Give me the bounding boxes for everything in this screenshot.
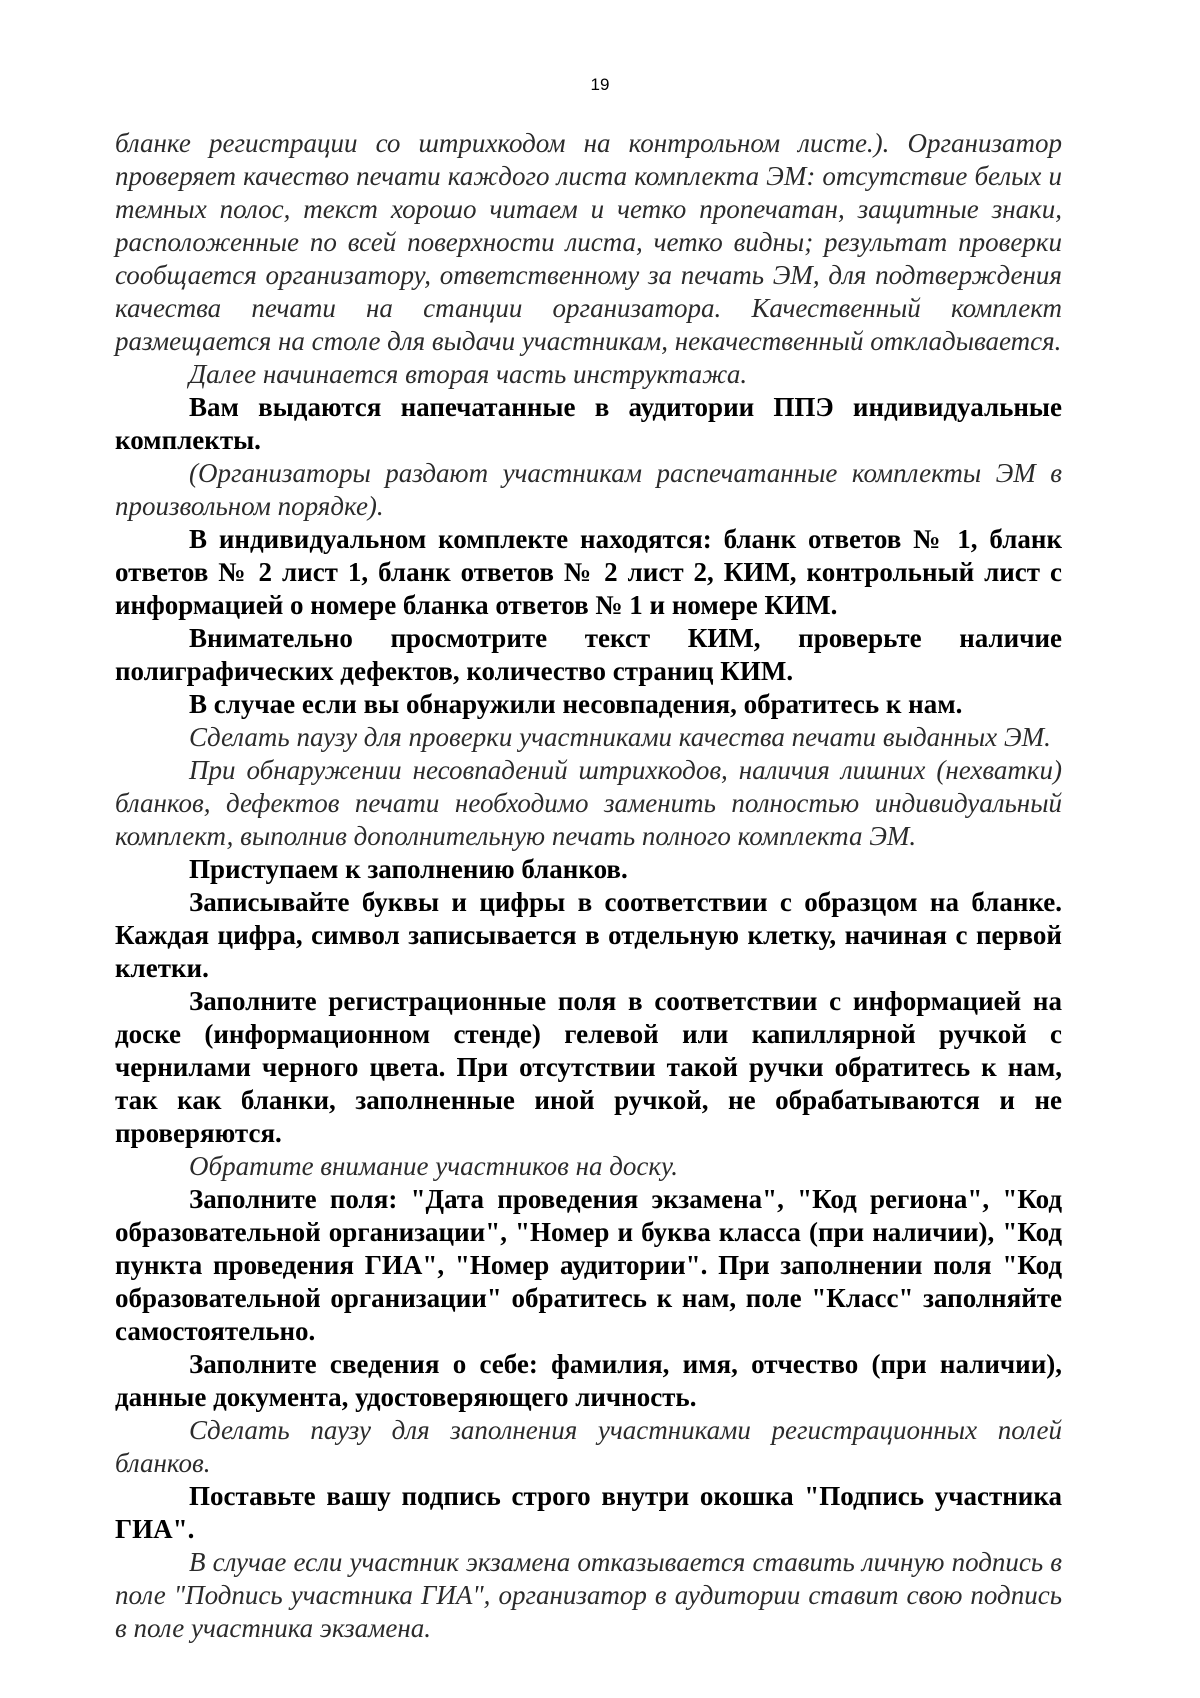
paragraph-signature-refusal: В случае если участник экзамена отказывается ставить личную подпись в поле "Подпись участника ГИА", организатор в аудитории ставит свою подпись в поле участника экзамена. [115, 1547, 1062, 1643]
paragraph-fill-fields: Заполните поля: "Дата проведения экзамена", "Код региона", "Код образовательной организации", "Номер и буква класса (при наличии), "Код пункта проведения ГИА", "Номер аудитории". При заполнении поля "Код образовательной организации" обратитесь к нам, поле "Класс" заполняйте самостоятельно. [115, 1184, 1062, 1346]
paragraph-kits-issued: Вам выдаются напечатанные в аудитории ППЭ индивидуальные комплекты. [115, 392, 1062, 455]
paragraph-kit-contents: В индивидуальном комплекте находятся: бланк ответов № 1, бланк ответов № 2 лист 1, бланк ответов № 2 лист 2, КИМ, контрольный лист с информацией о номере бланка ответов № 1 и номере КИМ. [115, 524, 1062, 620]
paragraph-write-characters: Записывайте буквы и цифры в соответствии с образцом на бланке. Каждая цифра, символ записывается в отдельную клетку, начиная с первой клетки. [115, 887, 1062, 983]
paragraph-pause-check: Сделать паузу для проверки участниками качества печати выданных ЭМ. [189, 722, 1051, 752]
paragraph-replace-kit: При обнаружении несовпадений штрихкодов, наличия лишних (нехватки) бланков, дефектов печати необходимо заменить полностью индивидуальный комплект, выполнив дополнительную печать полного комплекта ЭМ. [115, 755, 1062, 851]
paragraph-mismatch: В случае если вы обнаружили несовпадения, обратитесь к нам. [189, 689, 963, 719]
paragraph-signature: Поставьте вашу подпись строго внутри окошка "Подпись участника ГИА". [115, 1481, 1062, 1544]
page-number: 19 [590, 75, 610, 94]
paragraph-board-note: Обратите внимание участников на доску. [189, 1151, 679, 1181]
paragraph-personal-info: Заполните сведения о себе: фамилия, имя, отчество (при наличии), данные документа, удостоверяющего личность. [115, 1349, 1062, 1412]
paragraph-start-filling: Приступаем к заполнению бланков. [189, 854, 628, 884]
paragraph-second-part: Далее начинается вторая часть инструктажа. [189, 359, 748, 389]
paragraph-check-kim: Внимательно просмотрите текст КИМ, проверьте наличие полиграфических дефектов, количество страниц КИМ. [115, 623, 1062, 686]
document-body [115, 127, 1062, 1645]
paragraph-pause-fill: Сделать паузу для заполнения участниками регистрационных полей бланков. [115, 1415, 1062, 1478]
paragraph-registration-fields: Заполните регистрационные поля в соответствии с информацией на доске (информационном стенде) гелевой или капиллярной ручкой с чернилами черного цвета. При отсутствии такой ручки обратитесь к нам, так как бланки, заполненные иной ручкой, не обрабатываются и не проверяются. [115, 986, 1062, 1148]
paragraph-print-check: бланке регистрации со штрихкодом на контрольном листе.). Организатор проверяет качество печати каждого листа комплекта ЭМ: отсутствие белых и темных полос, текст хорошо читаем и четко пропечатан, защитные знаки, расположенные по всей поверхности листа, четко видны; результат проверки сообщается организатору, ответственному за печать ЭМ, для подтверждения качества печати на станции организатора. Качественный комплект размещается на столе для выдачи участникам, некачественный откладывается. [115, 128, 1062, 356]
paragraph-distribution-note: (Организаторы раздают участникам распечатанные комплекты ЭМ в произвольном порядке). [115, 458, 1062, 521]
